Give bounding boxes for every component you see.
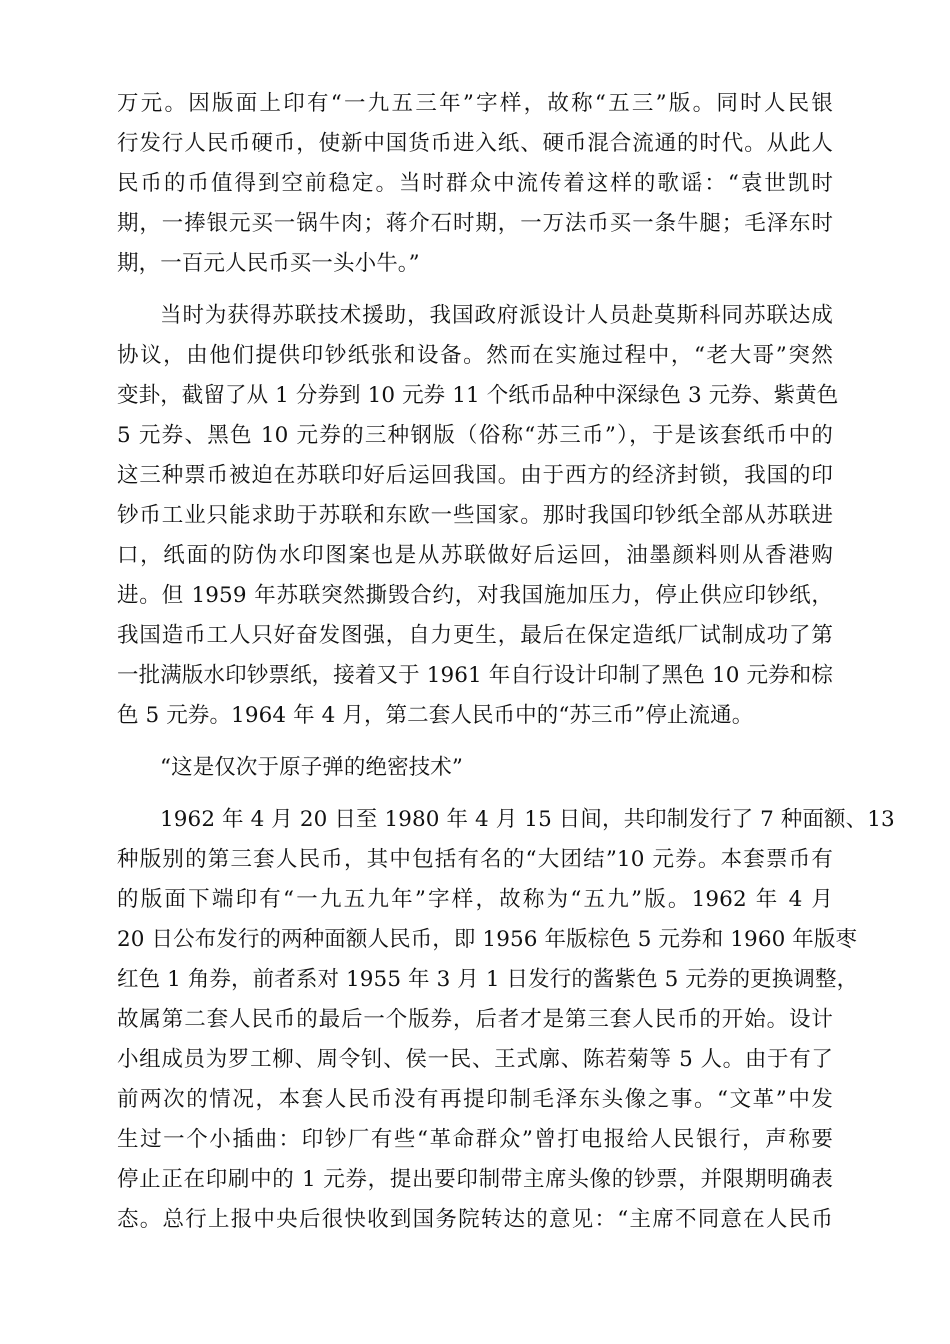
paragraph-spacer [117, 736, 833, 748]
document-page [117, 84, 895, 1240]
text-line: 进。但 1959 年苏联突然撕毁合约，对我国施加压力，停止供应印钞纸， [117, 583, 833, 608]
paragraph-3 [117, 800, 895, 1240]
text-line: 口，纸面的防伪水印图案也是从苏联做好后运回，油墨颜料则从香港购 [117, 543, 833, 568]
text-line: 钞币工业只能求助于苏联和东欧一些国家。那时我国印钞纸全部从苏联进 [117, 503, 833, 528]
text-line: 行发行人民币硬币，使新中国货币进入纸、硬币混合流通的时代。从此人 [117, 131, 833, 156]
text-line: 5 元券、黑色 10 元券的三种钢版（俗称“苏三币”），于是该套纸币中的 [117, 423, 833, 448]
text-line: 一批满版水印钞票纸，接着又于 1961 年自行设计印制了黑色 10 元券和棕 [117, 663, 833, 688]
text-line: 色 5 元券。1964 年 4 月，第二套人民币中的“苏三币”停止流通。 [117, 703, 754, 728]
text-line: 停止正在印刷中的 1 元券，提出要印制带主席头像的钞票，并限期明确表 [117, 1167, 833, 1192]
section-heading-text: “这是仅次于原子弹的绝密技术” [160, 755, 463, 780]
section-heading [117, 748, 833, 788]
text-line: 1962 年 4 月 20 日至 1980 年 4 月 15 日间，共印制发行了 7 种面额、13 [160, 807, 895, 832]
text-line: 的版面下端印有“一九五九年”字样，故称为“五九”版。1962 年 4 月 [117, 887, 833, 912]
text-line: 万元。因版面上印有“一九五三年”字样，故称“五三”版。同时人民银 [117, 91, 833, 116]
text-line: 前两次的情况，本套人民币没有再提印制毛泽东头像之事。“文革”中发 [117, 1087, 833, 1112]
text-line: 当时为获得苏联技术援助，我国政府派设计人员赴莫斯科同苏联达成 [160, 303, 833, 328]
paragraph-spacer [117, 284, 833, 296]
text-line: 变卦，截留了从 1 分券到 10 元券 11 个纸币品种中深绿色 3 元券、紫黄色 [117, 383, 839, 408]
paragraph-2 [117, 296, 839, 736]
text-line: 期，一百元人民币买一头小牛。” [117, 251, 420, 276]
text-line: 20 日公布发行的两种面额人民币，即 1956 年版棕色 5 元券和 1960 年版枣 [117, 927, 858, 952]
paragraph-spacer [117, 788, 833, 800]
text-line: 种版别的第三套人民币，其中包括有名的“大团结”10 元券。本套票币有 [117, 847, 833, 872]
text-line: 民币的币值得到空前稳定。当时群众中流传着这样的歌谣：“袁世凯时 [117, 171, 833, 196]
text-line: 红色 1 角券，前者系对 1955 年 3 月 1 日发行的酱紫色 5 元券的更换调整， [117, 967, 859, 992]
paragraph-1 [117, 84, 833, 284]
text-line: 态。总行上报中央后很快收到国务院转达的意见：“主席不同意在人民币 [117, 1207, 833, 1232]
text-line: 期，一捧银元买一锅牛肉；蒋介石时期，一万法币买一条牛腿；毛泽东时 [117, 211, 833, 236]
text-line: 小组成员为罗工柳、周令钊、侯一民、王式廓、陈若菊等 5 人。由于有了 [117, 1047, 833, 1072]
text-line: 我国造币工人只好奋发图强，自力更生，最后在保定造纸厂试制成功了第 [117, 623, 833, 648]
text-line: 协议，由他们提供印钞纸张和设备。然而在实施过程中，“老大哥”突然 [117, 343, 833, 368]
text-line: 这三种票币被迫在苏联印好后运回我国。由于西方的经济封锁，我国的印 [117, 463, 833, 488]
text-line: 故属第二套人民币的最后一个版券，后者才是第三套人民币的开始。设计 [117, 1007, 833, 1032]
text-line: 生过一个小插曲：印钞厂有些“革命群众”曾打电报给人民银行，声称要 [117, 1127, 833, 1152]
